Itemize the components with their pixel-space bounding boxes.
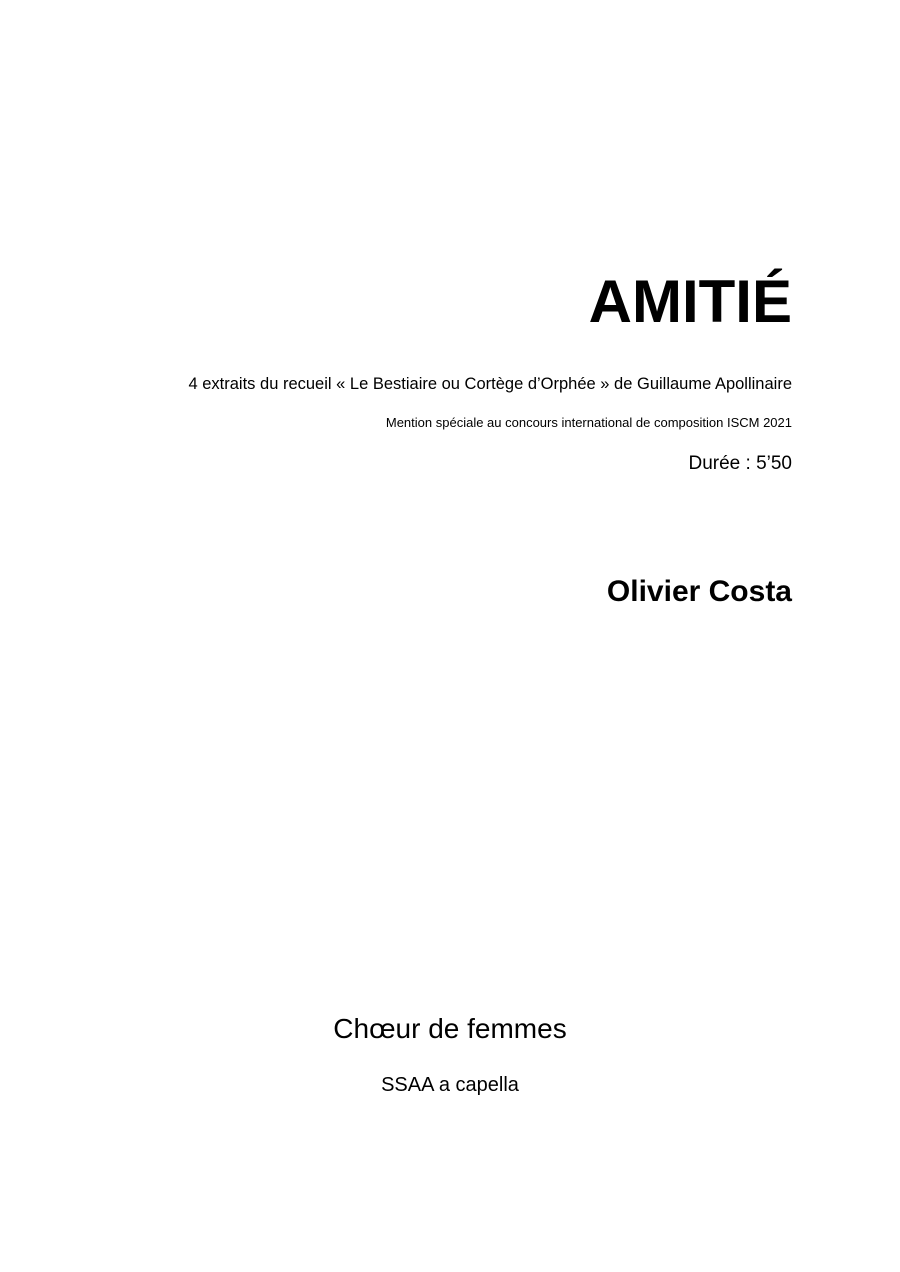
award-mention: Mention spéciale au concours international de composition ISCM 2021 [385,415,792,430]
voicing-label: SSAA a capella [381,1074,519,1096]
page-title: AMITIÉ [588,268,792,335]
composer-name: Olivier Costa [606,575,792,608]
work-subtitle: 4 extraits du recueil « Le Bestiaire ou Cortège d’Orphée » de Guillaume Apollinaire [188,375,792,393]
duration-label: Durée : 5’50 [688,453,792,474]
ensemble-label: Chœur de femmes [333,1013,567,1044]
